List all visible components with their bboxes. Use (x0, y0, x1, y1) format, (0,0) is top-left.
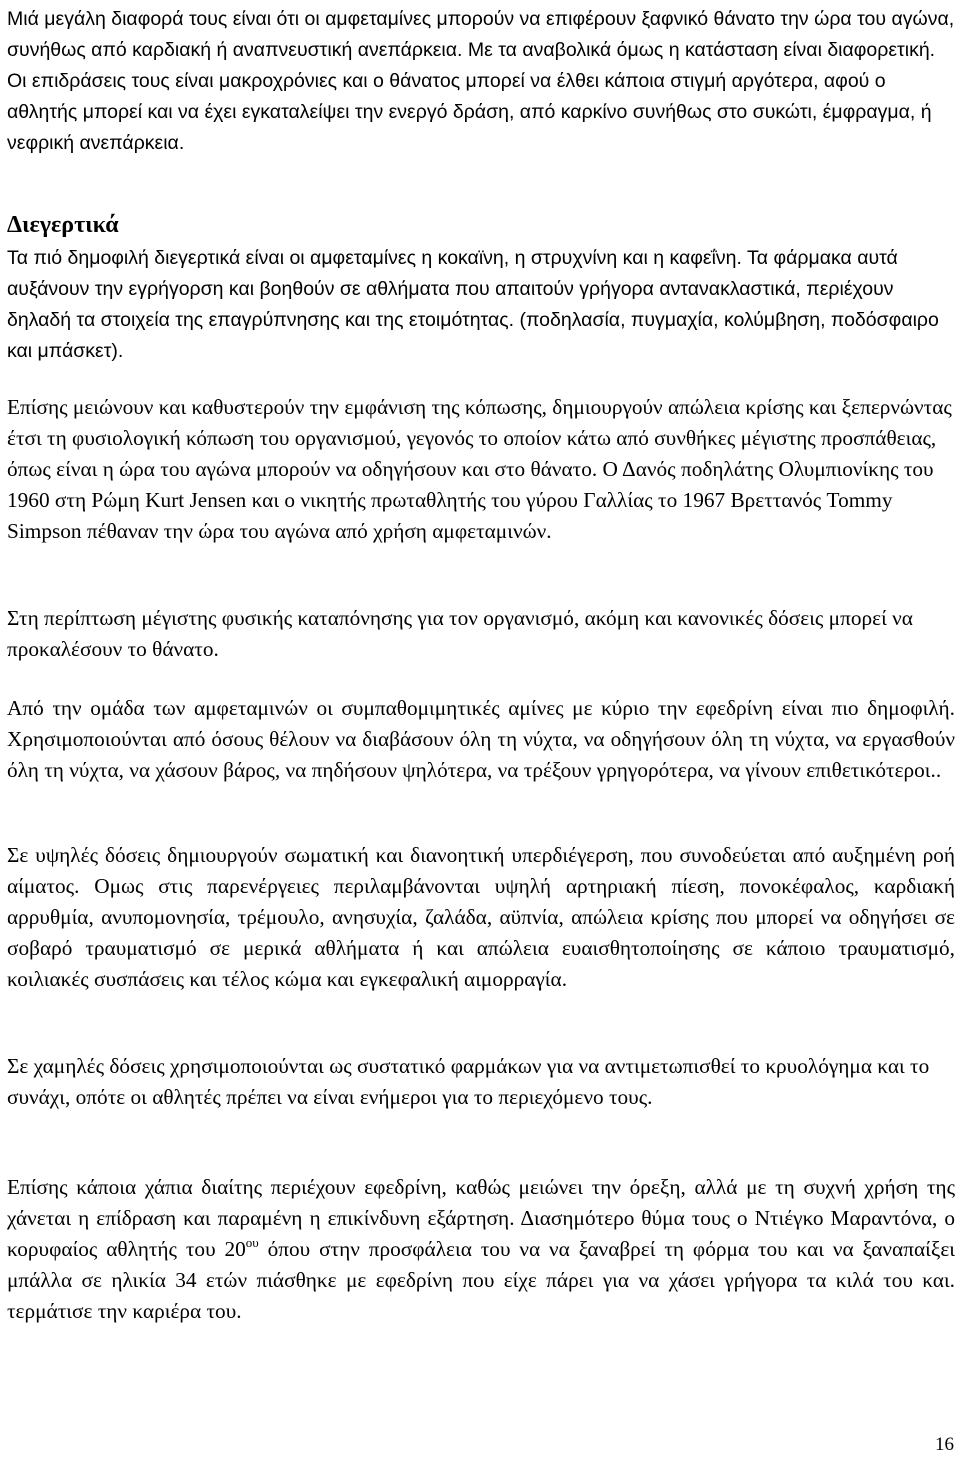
paragraph-diet-pills-maradona (7, 1172, 955, 1327)
paragraph-intro-amphetamines: Μιά μεγάλη διαφορά τους είναι ότι οι αμφεταμίνες μπορούν να επιφέρουν ξαφνικό θάνατο την ώρα του αγώνα, συνήθως από καρδιακή ή αναπνευστική ανεπάρκεια. Με τα αναβολικά όμως η κατάσταση είναι διαφορετική. Οι επιδράσεις τους είναι μακροχρόνιες και ο θάνατος μπορεί να έλθει κάποια στιγμή αργότερα, αφού ο αθλητής μπορεί και να έχει εγκαταλείψει την ενεργό δράση, από καρκίνο συνήθως στο συκώτι, έμφραγμα, ή νεφρική ανεπάρκεια. (7, 8, 955, 154)
maradona-text-part1: Επίσης κάποια χάπια διαίτης περιέχουν εφεδρίνη, καθώς μειώνει την όρεξη, αλλά με τη συχνή χρήση της χάνεται η επίδραση και παραμένη η επικίνδυνη εξάρτηση. Διασημότερο θύμα τους ο Ντιέγκο Μαραντόνα, ο κορυφαίος αθλητής του 20 (7, 1175, 955, 1261)
paragraph-side-effects: Σε υψηλές δόσεις δημιουργούν σωματική και διανοητική υπερδιέγερση, που συνοδεύεται από αυξημένη ροή αίματος. Ομως στις παρενέργειες περιλαμβάνονται υψηλή αρτηριακή πίεση, πονοκέφαλος, καρδιακή αρρυθμία, ανυπομονησία, τρέμουλο, ανησυχία, ζαλάδα, αϋπνία, απώλεια κρίσης που μπορεί να οδηγήσει σε σοβαρό τραυματισμό σε μερικά αθλήματα ή και απώλεια ευαισθητοποίησης σε κάποιο τραυματισμό, κοιλιακές συσπάσεις και τέλος κώμα και εγκεφαλική αιμορραγία. (7, 843, 955, 991)
paragraph-extreme-exertion: Στη περίπτωση μέγιστης φυσικής καταπόνησης για τον οργανισμό, ακόμη και κανονικές δόσεις μπορεί να προκαλέσουν το θάνατο. (7, 606, 913, 661)
paragraph-ephedrine-usage: Από την ομάδα των αμφεταμινών οι συμπαθομιμητικές αμίνες με κύριο την εφεδρίνη είναι πιο δημοφιλή. Χρησιμοποιούνται από όσους θέλουν να διαβάσουν όλη τη νύχτα, να οδηγήσουν όλη τη νύχτα, να εργασθούν όλη τη νύχτα, να χάσουν βάρος, να πηδήσουν ψηλότερα, να τρέξουν γρηγορότερα, να γίνουν επιθετικότεροι.. (7, 696, 955, 782)
page-number: 16 (935, 1434, 954, 1455)
section-heading-stimulants: Διεγερτικά (7, 212, 119, 238)
paragraph-low-doses: Σε χαμηλές δόσεις χρησιμοποιούνται ως συστατικό φαρμάκων για να αντιμετωπισθεί το κρυολόγημα και το συνάχι, οπότε οι αθλητές πρέπει να είναι ενήμεροι για το περιεχόμενο τους. (7, 1054, 930, 1109)
ordinal-superscript: ου (245, 1235, 259, 1250)
paragraph-fatigue-and-deaths: Επίσης μειώνουν και καθυστερούν την εμφάνιση της κόπωσης, δημιουργούν απώλεια κρίσης και ξεπερνώντας έτσι τη φυσιολογική κόπωση του οργανισμού, γεγονός το οποίον κάτω από συνθήκες μέγιστης προσπάθειας, όπως είναι η ώρα του αγώνα μπορούν να οδηγήσουν και στο θάνατο. Ο Δανός ποδηλάτης Ολυμπιονίκης του 1960 στη Ρώμη Kurt Jensen και ο νικητής πρωταθλητής του γύρου Γαλλίας το 1967 Βρεττανός Tommy Simpson πέθαναν την ώρα του αγώνα από χρήση αμφεταμινών. (7, 395, 952, 543)
maradona-text-part2: όπου στην προσφάλεια του να να ξαναβρεί τη φόρμα του και να ξαναπαίξει μπάλλα σε ηλικία 34 ετών πιάσθηκε με εφεδρίνη που είχε πάρει για να χάσει γρήγορα τα κιλά του και. τερμάτισε την καριέρα του. (7, 1237, 956, 1323)
paragraph-popular-stimulants: Τα πιό δημοφιλή διεγερτικά είναι οι αμφεταμίνες η κοκαϊνη, η στρυχνίνη και η καφεΐνη. Τα φάρμακα αυτά αυξάνουν την εγρήγορση και βοηθούν σε αθλήματα που απαιτούν γρήγορα αντανακλαστικά, περιέχουν δηλαδή τα στοιχεία της επαγρύπνησης και της ετοιμότητας. (ποδηλασία, πυγμαχία, κολύμβηση, ποδόσφαιρο και μπάσκετ). (7, 247, 939, 362)
